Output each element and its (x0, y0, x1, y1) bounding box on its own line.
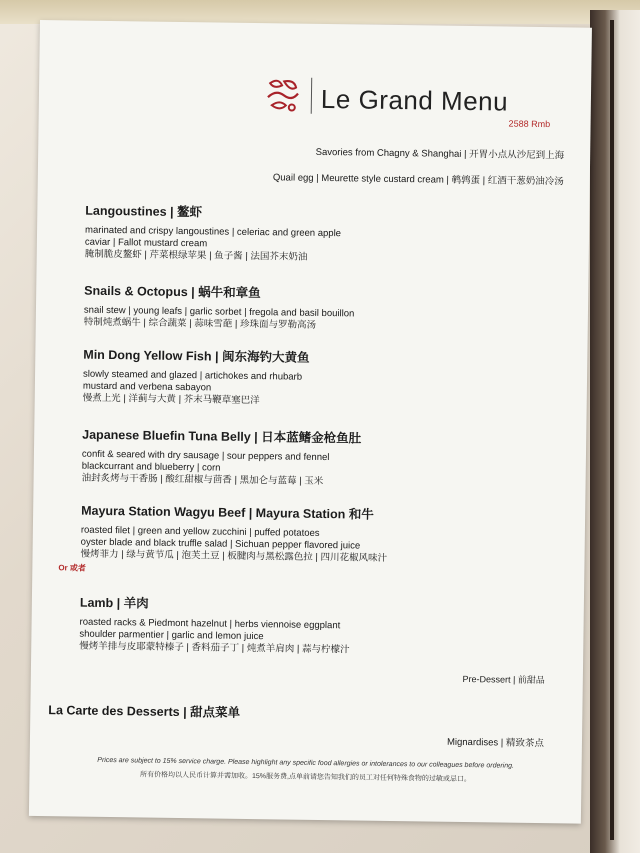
course-description: shoulder parmentier | garlic and lemon juice (79, 628, 264, 643)
footer-service-charge-chinese: 所有价格均以人民币计算并需加收。15%服务费,点单前请您告知我们的员工对任何特殊食物的过敏或忌口。 (139, 771, 471, 784)
course-description-chinese: 腌制脆皮鳌虾 | 芹菜根绿苹果 | 鱼子酱 | 法国芥末奶油 (84, 248, 308, 263)
course-langoustines (85, 201, 576, 268)
course-title: Min Dong Yellow Fish | 闽东海钓大黄鱼 (83, 347, 310, 365)
intro-savories: Savories from Chagny & Shanghai | 开胃小点从沙尼到上海 (315, 146, 565, 162)
course-description: roasted racks & Piedmont hazelnut | herbs viennoise eggplant (79, 616, 341, 632)
logo-divider (311, 78, 313, 114)
course-description: snail stew | young leafs | garlic sorbet | fregola and basil bouillon (83, 304, 355, 320)
course-tuna-belly (82, 425, 573, 492)
course-lamb (79, 593, 570, 660)
restaurant-logo-icon (264, 75, 303, 116)
course-description-chinese: 慢烤菲力 | 绿与黄节瓜 | 泡芙土豆 | 板腱肉与黑松露色拉 | 四川花椒风味汁 (80, 548, 388, 564)
course-title: Mayura Station Wagyu Beef | Mayura Station 和牛 (81, 503, 374, 522)
course-title: Snails & Octopus | 蜗牛和章鱼 (84, 283, 261, 301)
course-title: Lamb | 羊肉 (79, 595, 149, 611)
menu-page (29, 20, 592, 824)
course-description: roasted filet | green and yellow zucchini | puffed potatoes (80, 524, 320, 539)
footer-service-charge-english: Prices are subject to 15% service charge. Please highlight any specific food allergies or intolerances to our colleagues before ordering. (97, 756, 515, 770)
course-description: blackcurrant and blueberry | corn (81, 460, 221, 474)
background-frame-edge (610, 20, 614, 840)
background-frame-right (590, 10, 640, 853)
pre-dessert: Pre-Dessert | 前甜品 (462, 673, 545, 686)
alternative-label: Or 或者 (58, 563, 86, 573)
menu-price: 2588 Rmb (508, 118, 551, 130)
course-title: Langoustines | 鳌虾 (85, 203, 203, 220)
menu-title: Le Grand Menu (320, 83, 509, 117)
course-snails-octopus (84, 281, 575, 336)
mignardises: Mignardises | 精致茶点 (446, 736, 545, 750)
course-description: oyster blade and black truffle salad | Sichuan pepper flavored juice (80, 536, 361, 552)
course-description: marinated and crispy langoustines | celeriac and green apple (84, 224, 342, 240)
course-description-chinese: 油封炙烤与干香肠 | 酸红甜椒与茴香 | 黑加仑与蓝莓 | 玉米 (81, 472, 324, 488)
course-yellow-fish (83, 345, 574, 412)
course-description: mustard and verbena sabayon (82, 380, 212, 394)
desserts-title: La Carte des Desserts | 甜点菜单 (48, 703, 241, 720)
course-description-chinese: 特制炖煮蜗牛 | 综合蔬菜 | 蒜味雪葩 | 珍珠面与罗勒高汤 (83, 316, 317, 331)
course-title: Japanese Bluefin Tuna Belly | 日本蓝鳍金枪鱼肚 (82, 427, 362, 446)
intro-quail-egg: Quail egg | Meurette style custard cream | 鹌鹑蛋 | 红酒干葱奶油冷汤 (272, 172, 564, 188)
course-description-chinese: 慢煮上光 | 洋蓟与大黄 | 芥末马鞭草塞巴洋 (82, 392, 260, 407)
course-description: caviar | Fallot mustard cream (84, 236, 208, 250)
course-description: confit & seared with dry sausage | sour peppers and fennel (81, 448, 330, 464)
course-description-chinese: 慢烤羊排与皮耶蒙特榛子 | 香料茄子丁 | 炖煮羊肩肉 | 蒜与柠檬汁 (79, 640, 350, 656)
course-wagyu-beef (80, 501, 571, 568)
course-description: slowly steamed and glazed | artichokes and rhubarb (82, 368, 303, 383)
